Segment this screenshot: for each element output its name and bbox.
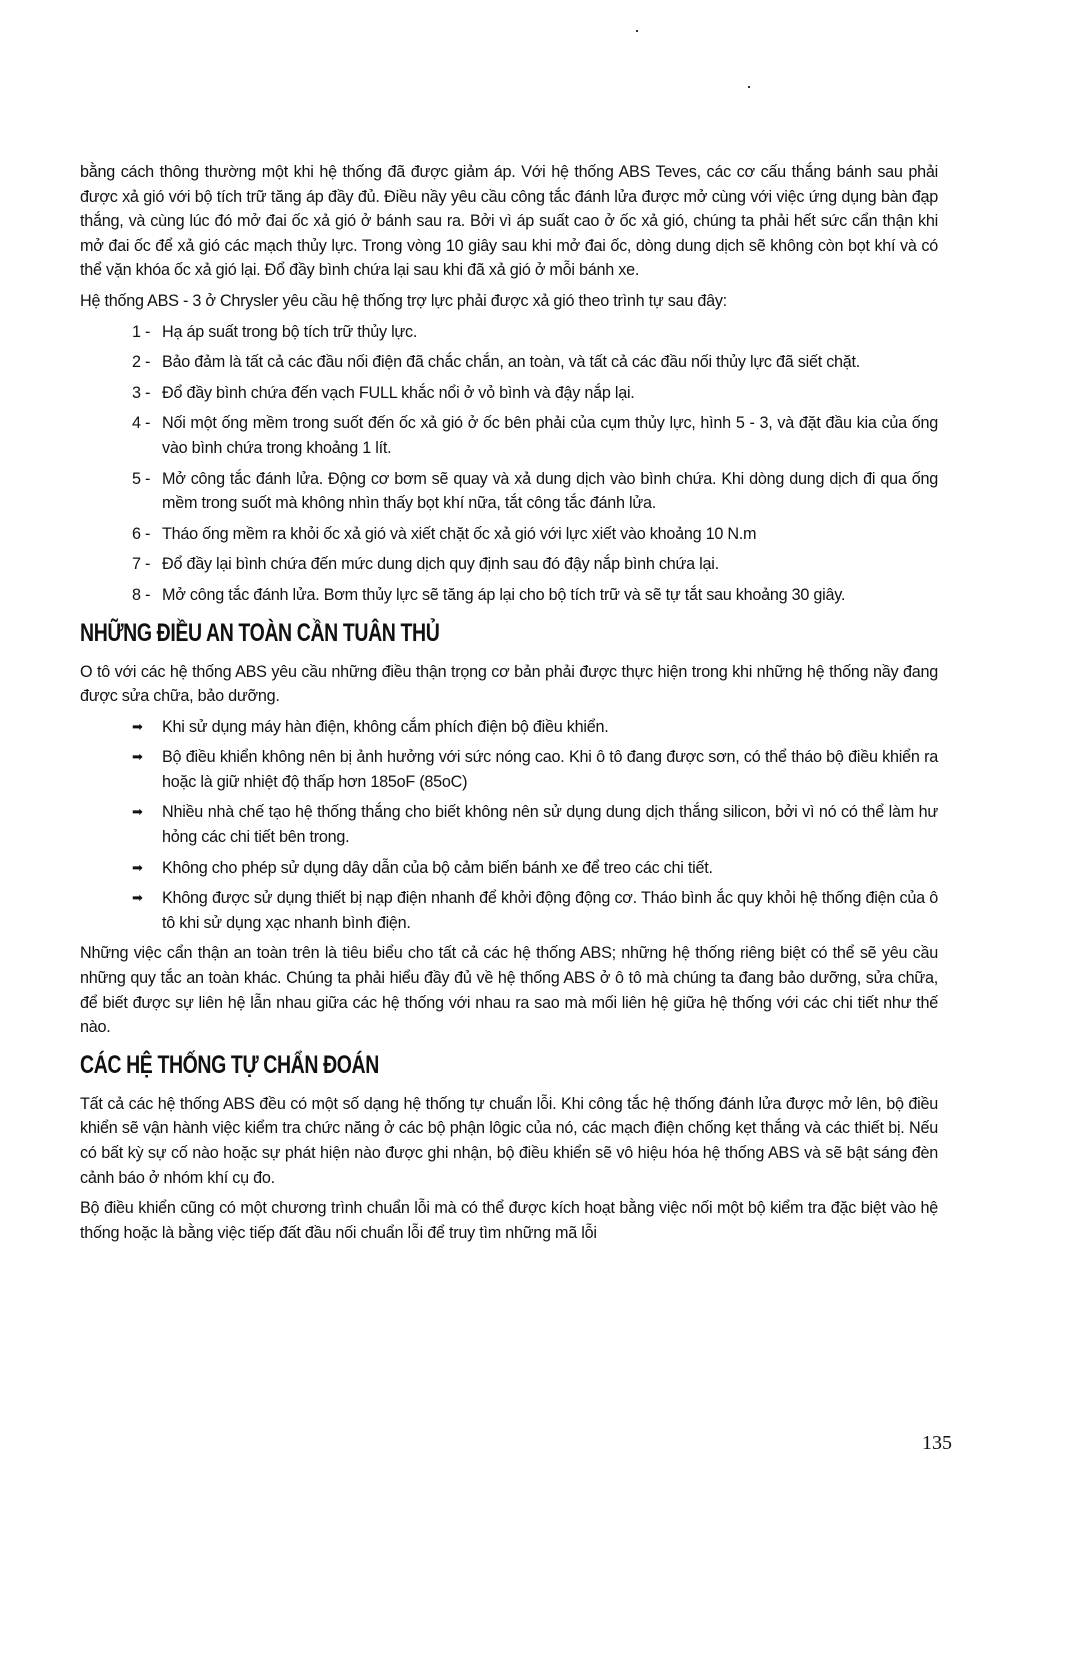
step-number: 4 -: [132, 414, 151, 433]
step-item: [132, 552, 938, 577]
bullet-text: Nhiều nhà chế tạo hệ thống thắng cho biết không nên sử dụng dung dịch thắng silicon, bởi vì nó có thể làm hư hỏng các chi tiết bên trong.: [162, 803, 938, 847]
paragraph: bằng cách thông thường một khi hệ thống đã được giảm áp. Với hệ thống ABS Teves, các cơ cấu thắng bánh sau phải được xả gió với bộ tích trữ tăng áp đầy đủ. Điều nầy yêu cầu công tắc đánh lửa được mở cùng với việc ứng dụng bàn đạp thắng, và cùng lúc đó mở đai ốc xả gió ở bánh sau ra. Bởi vì áp suất cao ở ốc xả gió, chúng ta phải hết sức cẩn thận khi mở đai ốc để xả gió các mạch thủy lực. Trong vòng 10 giây sau khi mở đai ốc, dòng dung dịch sẽ không còn bọt khí và có thể vặn khóa ốc xả gió lại. Đổ đầy bình chứa lại sau khi đã xả gió ở mỗi bánh xe.: [80, 163, 938, 280]
bullet-text: Khi sử dụng máy hàn điện, không cắm phích điện bộ điều khiển.: [162, 717, 609, 736]
paragraph: Những việc cẩn thận an toàn trên là tiêu biểu cho tất cả các hệ thống ABS; những hệ thống riêng biệt có thể sẽ yêu cầu những quy tắc an toàn khác. Chúng ta phải hiểu đầy đủ về hệ thống ABS ở ô tô mà chúng ta đang bảo dưỡng, sửa chữa, để biết được sự liên hệ lẫn nhau giữa các hệ thống với nhau ra sao mà mối liên hệ giữa hệ thống với các chi tiết như thế nào.: [80, 944, 938, 1037]
section-heading-diagnostics: CÁC HỆ THỐNG TỰ CHẨN ĐOÁN: [80, 1050, 379, 1079]
step-text: Nối một ống mềm trong suốt đến ốc xả gió ở ốc bên phải của cụm thủy lực, hình 5 - 3, và đặt đầu kia của ống vào bình chứa trong khoảng 1 lít.: [162, 414, 938, 457]
step-item: [132, 381, 938, 406]
paragraph: O tô với các hệ thống ABS yêu cầu những điều thận trọng cơ bản phải được thực hiện trong khi những hệ thống nầy đang được sửa chữa, bảo dưỡng.: [80, 662, 938, 706]
document-page: [80, 160, 938, 1251]
safety-bullets: [80, 715, 938, 936]
arrow-bullet-icon: ➡: [132, 890, 143, 906]
bullet-item: [132, 800, 938, 849]
step-number: 8 -: [132, 585, 151, 604]
step-item: [132, 350, 938, 375]
step-text: Tháo ống mềm ra khỏi ốc xả gió và xiết chặt ốc xả gió với lực xiết vào khoảng 10 N.m: [162, 524, 757, 543]
bullet-text: Không cho phép sử dụng dây dẫn của bộ cảm biến bánh xe để treo các chi tiết.: [162, 858, 713, 877]
arrow-bullet-icon: ➡: [132, 804, 143, 820]
arrow-bullet-icon: ➡: [132, 718, 143, 734]
step-number: 2 -: [132, 353, 151, 372]
step-item: [132, 411, 938, 460]
step-number: 3 -: [132, 383, 151, 402]
step-text: Hạ áp suất trong bộ tích trữ thủy lực.: [162, 322, 418, 341]
step-text: Đổ đầy lại bình chứa đến mức dung dịch quy định sau đó đậy nắp bình chứa lại.: [162, 555, 719, 574]
paragraph: Hệ thống ABS - 3 ở Chrysler yêu cầu hệ thống trợ lực phải được xả gió theo trình tự sau đây:: [80, 291, 727, 310]
step-item: [132, 467, 938, 516]
step-item: [132, 522, 938, 547]
step-text: Bảo đảm là tất cả các đầu nối điện đã chắc chắn, an toàn, và tất cả các đầu nối thủy lực đã siết chặt.: [162, 353, 861, 372]
bullet-text: Không được sử dụng thiết bị nạp điện nhanh để khởi động động cơ. Tháo bình ắc quy khỏi hệ thống điện của ô tô khi sử dụng xạc nhanh bình điện.: [162, 889, 938, 932]
numbered-steps: [80, 320, 938, 608]
step-number: 1 -: [132, 322, 151, 341]
step-text: Mở công tắc đánh lửa. Động cơ bơm sẽ quay và xả dung dịch vào bình chứa. Khi dòng dung dịch đi qua ống mềm trong suốt mà không nhìn thấy bọt khí nữa, tắt công tắc đánh lửa.: [162, 469, 938, 513]
paragraph: Bộ điều khiển cũng có một chương trình chuẩn lỗi mà có thể được kích hoạt bằng việc nối một bộ kiểm tra đặc biệt vào hệ thống hoặc là bằng việc tiếp đất đầu nối chuẩn lỗi để truy tìm những mã lỗi: [80, 1199, 938, 1242]
arrow-bullet-icon: ➡: [132, 749, 143, 765]
step-number: 7 -: [132, 555, 151, 574]
step-item: [132, 583, 938, 608]
paragraph: Tất cả các hệ thống ABS đều có một số dạng hệ thống tự chuẩn lỗi. Khi công tắc hệ thống đánh lửa được mở lên, bộ điều khiển sẽ vận hành việc kiểm tra chức năng ở các bộ phận lôgic của nó, các mạch điện chống kẹt thắng và các thiết bị. Nếu có bất kỳ sự cố nào hoặc sự phát hiện nào được ghi nhận, bộ điều khiển sẽ vô hiệu hóa hệ thống ABS và sẽ bật sáng đèn cảnh báo ở nhóm khí cụ đo.: [80, 1094, 938, 1187]
section-heading-safety: NHỮNG ĐIỀU AN TOÀN CẦN TUÂN THỦ: [80, 618, 440, 647]
step-text: Đổ đầy bình chứa đến vạch FULL khắc nổi ở vỏ bình và đậy nắp lại.: [162, 383, 635, 402]
step-text: Mở công tắc đánh lửa. Bơm thủy lực sẽ tăng áp lại cho bộ tích trữ và sẽ tự tắt sau khoảng 30 giây.: [162, 585, 846, 604]
bullet-text: Bộ điều khiển không nên bị ảnh hưởng với sức nóng cao. Khi ô tô đang được sơn, có thể tháo bộ điều khiển ra hoặc là giữ nhiệt độ thấp hơn 185oF (85oC): [162, 748, 938, 791]
scan-speck: [748, 86, 750, 88]
page-number: 135: [922, 1432, 952, 1454]
bullet-item: [132, 886, 938, 935]
step-item: [132, 320, 938, 345]
scan-speck: [636, 30, 638, 32]
arrow-bullet-icon: ➡: [132, 859, 143, 875]
step-number: 6 -: [132, 524, 151, 543]
step-number: 5 -: [132, 469, 151, 488]
bullet-item: [132, 715, 938, 740]
bullet-item: [132, 856, 938, 881]
bullet-item: [132, 745, 938, 794]
